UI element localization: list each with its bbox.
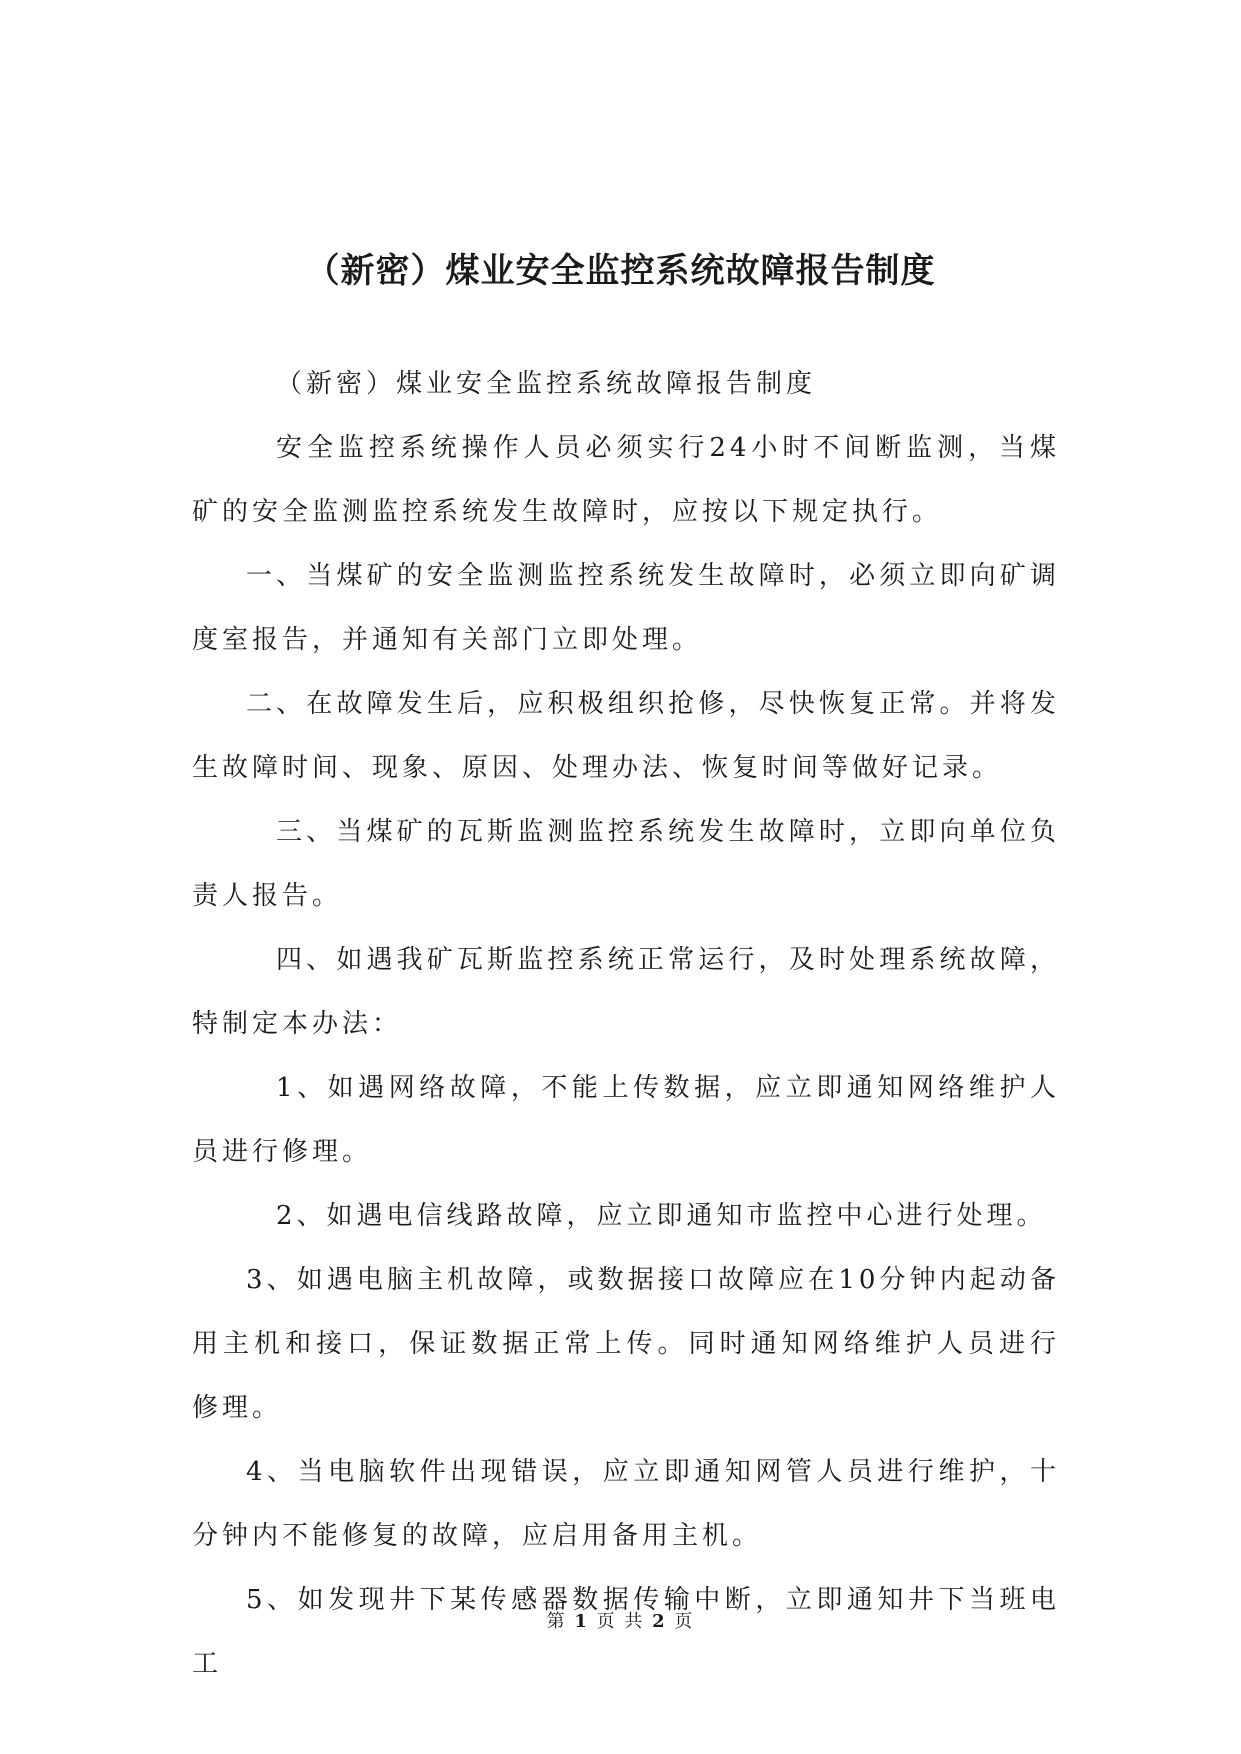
paragraph-rule-2: 二、在故障发生后，应积极组织抢修，尽快恢复正常。并将发生故障时间、现象、原因、处理办法、恢复时间等做好记录。 — [192, 689, 1060, 783]
paragraph-intro: 安全监控系统操作人员必须实行24小时不间断监测，当煤矿的安全监测监控系统发生故障时，应按以下规定执行。 — [192, 433, 1060, 527]
paragraph-rule-1: 一、当煤矿的安全监测监控系统发生故障时，必须立即向矿调度室报告，并通知有关部门立即处理。 — [192, 561, 1060, 655]
paragraph-item-5: 5、如发现井下某传感器数据传输中断，立即通知井下当班电工 — [192, 1585, 1060, 1679]
paragraph-item-1: 1、如遇网络故障，不能上传数据，应立即通知网络维护人员进行修理。 — [192, 1073, 1060, 1167]
paragraph-rule-4: 四、如遇我矿瓦斯监控系统正常运行，及时处理系统故障，特制定本办法： — [192, 945, 1060, 1039]
page-footer — [0, 1610, 1241, 1634]
footer-suffix: 页 — [674, 1611, 695, 1632]
paragraph-item-3: 3、如遇电脑主机故障，或数据接口故障应在10分钟内起动备用主机和接口，保证数据正常上传。同时通知网络维护人员进行修理。 — [192, 1265, 1060, 1423]
footer-total-pages: 2 — [652, 1611, 667, 1632]
footer-middle: 页 共 — [596, 1611, 645, 1632]
document-body — [192, 352, 1060, 1696]
footer-prefix: 第 — [546, 1611, 567, 1632]
paragraph-rule-3: 三、当煤矿的瓦斯监测监控系统发生故障时，立即向单位负责人报告。 — [192, 817, 1060, 911]
paragraph-item-2: 2、如遇电信线路故障，应立即通知市监控中心进行处理。 — [276, 1201, 1047, 1231]
paragraph-subtitle: （新密）煤业安全监控系统故障报告制度 — [276, 369, 817, 399]
paragraph-item-4: 4、当电脑软件出现错误，应立即通知网管人员进行维护，十分钟内不能修复的故障，应启用备用主机。 — [192, 1457, 1060, 1551]
document-title: （新密）煤业安全监控系统故障报告制度 — [305, 250, 936, 291]
footer-current-page: 1 — [574, 1611, 589, 1632]
